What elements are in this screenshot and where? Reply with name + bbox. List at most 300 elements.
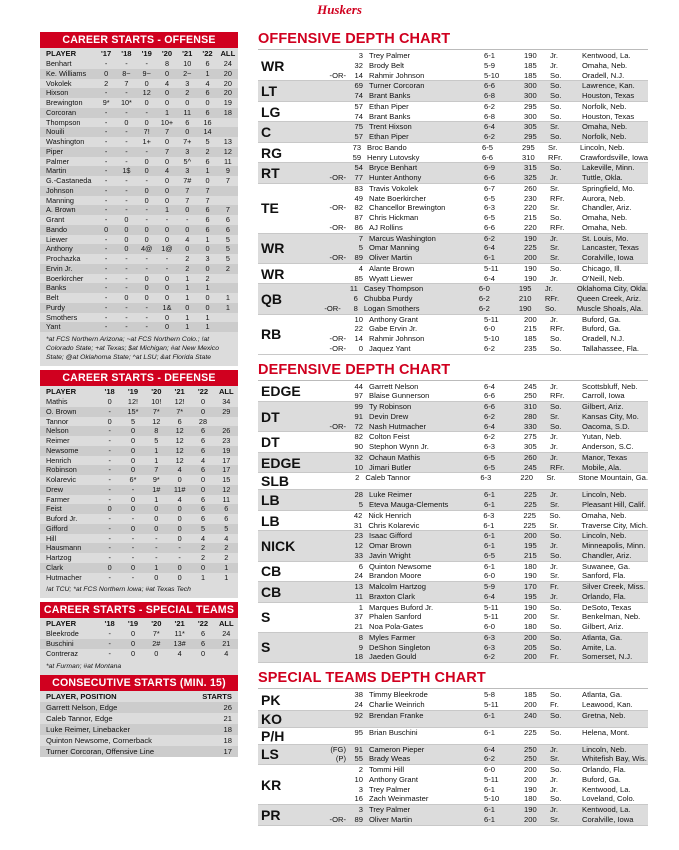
jersey-number: 2 — [355, 473, 360, 483]
player-name: Phalen Sanford — [369, 612, 422, 622]
special-depth-chart — [258, 690, 648, 826]
or-tag — [320, 382, 349, 392]
starts-cell: 7 — [218, 205, 238, 215]
player-name: Johnson — [40, 186, 96, 196]
depth-row — [320, 541, 648, 551]
player-name: Martin — [40, 166, 96, 176]
position-label: LB — [261, 512, 280, 529]
class-year: So. — [550, 550, 562, 560]
jersey-number: 57 — [354, 132, 363, 141]
or-tag — [320, 442, 349, 452]
weight: 235 — [524, 343, 537, 353]
starts-cell: 3 — [185, 78, 190, 88]
starts-cell: - — [96, 88, 116, 98]
starts-cell: 7 — [185, 195, 190, 205]
or-tag — [320, 315, 349, 325]
player-name: Buford Jr. — [46, 514, 78, 523]
starts-cell: 0 — [96, 225, 116, 235]
table-row — [40, 244, 238, 254]
table-row — [40, 436, 238, 446]
jersey-number: 3 — [358, 805, 363, 814]
depth-row — [319, 511, 648, 521]
jersey-number: 14 — [354, 334, 363, 343]
starts-cell: 0 — [177, 533, 182, 543]
hometown: Oklahoma City, Okla. — [576, 284, 648, 294]
weight: 185 — [524, 70, 537, 80]
weight: 200 — [524, 612, 537, 622]
depth-row — [320, 122, 648, 132]
starts-cell — [218, 283, 238, 293]
starts-cell: 11# — [168, 485, 191, 495]
depth-row — [320, 765, 648, 775]
position-group — [258, 603, 648, 633]
jersey-number: 32 — [354, 60, 363, 70]
player-name: Drew — [40, 485, 98, 495]
position-group — [258, 805, 648, 826]
position-label: RB — [261, 326, 282, 342]
starts-cell: 0 — [157, 322, 177, 332]
height: 6-5 — [484, 550, 495, 560]
player-name: Hixson — [40, 88, 96, 98]
class-year: Jr. — [550, 805, 559, 814]
height: 6-1 — [484, 805, 495, 814]
player-name: Logan Smothers — [363, 303, 420, 313]
starts-cell: 0 — [164, 137, 170, 146]
depth-row — [320, 391, 648, 401]
starts-cell: 3 — [177, 147, 197, 157]
weight: 195 — [524, 541, 537, 550]
player-name: Oliver Martin — [369, 253, 413, 262]
starts-cell: 1 — [197, 166, 217, 176]
position-group — [258, 51, 648, 81]
starts-cell: - — [137, 264, 157, 274]
player-name: Washington — [46, 137, 85, 146]
starts-cell: 1 — [157, 108, 177, 118]
starts-cell: 0 — [164, 293, 170, 302]
class-year: RFr. — [544, 294, 560, 303]
table-row — [40, 702, 238, 713]
column-header: PLAYER, POSITION — [46, 691, 117, 701]
jersey-number: 37 — [354, 612, 363, 622]
starts-cell: 6 — [200, 514, 205, 523]
table-row — [40, 475, 238, 485]
height: 6-2 — [478, 294, 490, 303]
position-label: C — [261, 124, 272, 140]
hometown: Atlanta, Ga. — [582, 632, 623, 642]
starts-cell: 0 — [130, 455, 136, 465]
weight: 190 — [524, 273, 537, 283]
player-name: Luke Reimer — [369, 490, 413, 500]
starts-cell: 7 — [157, 127, 177, 137]
player-name: Nouili — [40, 127, 96, 137]
starts-cell — [215, 417, 238, 427]
starts-cell: 10* — [120, 98, 132, 107]
hometown: Gretna, Neb. — [582, 710, 626, 720]
weight: 200 — [524, 774, 537, 784]
weight: 220 — [524, 222, 537, 232]
starts-cell: 1 — [185, 273, 190, 283]
player-name: Ethan Piper — [369, 132, 409, 141]
starts-cell: 7# — [183, 176, 192, 185]
jersey-number: 28 — [354, 490, 363, 500]
player-name: Henry Lutovsky — [367, 152, 420, 162]
starts-cell: 0 — [164, 312, 170, 322]
height: 6-0 — [484, 622, 495, 631]
starts-cell: - — [121, 543, 144, 553]
starts-cell: 5 — [215, 524, 238, 534]
starts-cell: 1 — [157, 205, 177, 215]
position-label: LG — [261, 103, 281, 120]
player-name: Casey Thompson — [363, 284, 424, 294]
jersey-number: 90 — [354, 442, 363, 451]
starts-cell: - — [104, 195, 108, 205]
weight: 225 — [524, 490, 537, 500]
starts-cell: - — [108, 514, 111, 523]
player-name: Jaquez Yant — [369, 343, 411, 353]
starts-cell: 0 — [144, 78, 149, 88]
hometown: Tallahassee, Fla. — [582, 343, 639, 353]
class-year: Sr. — [550, 814, 560, 824]
weight: 195 — [524, 591, 537, 601]
consecutive-starts-panel — [40, 675, 238, 757]
starts-cell: 1 — [224, 572, 229, 582]
weight: 310 — [524, 402, 537, 411]
starts-cell: - — [96, 108, 116, 118]
height: 6-7 — [484, 183, 495, 193]
player-name: Wyatt Liewer — [369, 273, 413, 283]
starts-cell: - — [131, 553, 135, 562]
column-header: '20 — [151, 387, 162, 396]
player-name: Garrett Nelson, Edge — [40, 702, 187, 713]
table-header — [40, 618, 238, 629]
starts-cell: 0 — [107, 397, 112, 406]
player-name: Turner Corcoran — [369, 81, 425, 91]
player-name: Braxton Clark — [369, 591, 416, 601]
starts-cell: - — [98, 485, 121, 495]
table-row — [40, 724, 238, 735]
starts-cell: - — [98, 407, 121, 417]
hometown: Chandler, Ariz. — [582, 203, 632, 213]
hometown: Houston, Texas — [582, 111, 635, 121]
height: 5-11 — [484, 612, 499, 622]
depth-row — [320, 562, 648, 572]
or-tag — [320, 122, 349, 132]
height: 5-9 — [484, 582, 495, 591]
starts-cell: 0 — [185, 98, 190, 107]
column-header: '18 — [104, 619, 115, 629]
depth-row — [320, 173, 648, 183]
jersey-number: 99 — [354, 402, 363, 411]
height: 6-2 — [484, 754, 495, 764]
weight: 225 — [523, 510, 536, 520]
starts-cell: 17 — [222, 455, 231, 465]
starts-cell: 4 — [177, 648, 182, 658]
jersey-number: 32 — [354, 452, 363, 462]
class-year: So. — [550, 727, 562, 737]
depth-row — [320, 453, 648, 463]
starts-cell: - — [104, 254, 108, 263]
jersey-number: 11 — [349, 284, 358, 294]
starts-cell: - — [145, 176, 148, 185]
starts-cell: - — [98, 524, 121, 534]
or-tag — [320, 132, 349, 142]
weight: 250 — [524, 744, 537, 754]
starts-cell: 0 — [164, 195, 170, 205]
weight: 250 — [524, 754, 537, 764]
table-row — [40, 495, 238, 505]
or-tag — [320, 711, 349, 721]
defense-depth-chart — [258, 382, 648, 664]
player-name: Quinton Newsome — [369, 561, 432, 571]
class-year: Jr. — [550, 432, 559, 442]
hometown: Chicago, Ill. — [582, 263, 622, 273]
starts-cell: 6 — [191, 446, 214, 456]
depth-row — [315, 304, 648, 314]
player-name: Anthony Grant — [369, 774, 418, 784]
starts-cell: 1 — [154, 455, 159, 465]
starts-cell: 1 — [145, 446, 168, 456]
or-tag: -OR- — [329, 173, 346, 182]
hometown: Buford, Ga. — [582, 314, 621, 324]
player-name: Marcus Washington — [369, 233, 436, 243]
hometown: Omaha, Neb. — [582, 122, 628, 132]
starts-cell: 2 — [191, 543, 214, 553]
column-header: '18 — [104, 387, 115, 396]
table-row — [40, 118, 238, 128]
starts-cell: - — [108, 572, 111, 582]
starts-cell: 18 — [218, 108, 238, 118]
height: 6-1 — [484, 500, 495, 509]
hometown: Lincoln, Neb. — [582, 490, 627, 500]
starts-cell: 0 — [124, 234, 129, 244]
starts-cell: 7 — [225, 176, 230, 185]
class-year: So. — [550, 111, 562, 121]
depth-row — [320, 274, 648, 284]
jersey-number: 12 — [354, 541, 363, 550]
starts-cell: 5 — [154, 436, 159, 445]
starts-cell: 0 — [154, 514, 159, 523]
starts-cell: 7* — [168, 407, 191, 417]
starts-cell: 7 — [177, 186, 197, 196]
weight: 190 — [524, 602, 537, 612]
position-label: LT — [261, 83, 278, 99]
player-name: Liewer — [46, 234, 68, 244]
position-group — [258, 184, 648, 234]
class-year: Sr. — [549, 520, 559, 530]
starts-cell: 4 — [177, 494, 182, 504]
position-label: QB — [261, 290, 282, 307]
depth-row — [320, 442, 648, 452]
player-name: Caleb Tannor, Edge — [46, 713, 113, 723]
position-group — [258, 143, 648, 164]
column-header: PLAYER — [46, 387, 77, 396]
table-row — [40, 426, 238, 436]
player-name: Isaac Gifford — [369, 531, 412, 541]
starts-cell: - — [96, 322, 116, 332]
hometown: Carroll, Iowa — [582, 391, 625, 401]
starts-cell: 9* — [102, 98, 110, 107]
starts-cell: - — [116, 303, 136, 313]
weight: 295 — [522, 142, 535, 152]
offense-starts-panel — [40, 32, 238, 366]
jersey-number: 6 — [353, 294, 358, 303]
player-name: Ervin Jr. — [40, 264, 96, 274]
starts-cell: - — [104, 234, 108, 244]
depth-row — [320, 531, 648, 541]
starts-cell: 0 — [124, 117, 129, 127]
starts-cell: - — [104, 273, 108, 283]
depth-row — [320, 253, 648, 263]
hometown: Kentwood, La. — [582, 51, 631, 60]
starts-cell: 17 — [187, 746, 238, 757]
class-year: So. — [550, 81, 562, 91]
starts-cell: 1 — [205, 234, 210, 244]
starts-cell: 1 — [197, 322, 217, 332]
player-name: Nick Henrich — [368, 510, 412, 520]
depth-row — [315, 284, 648, 294]
jersey-number: 69 — [354, 81, 363, 91]
starts-cell: 0 — [168, 563, 191, 573]
player-name: Smothers — [46, 312, 78, 322]
starts-cell — [218, 186, 238, 196]
jersey-number: 89 — [354, 814, 363, 824]
player-name: Brant Banks — [369, 111, 411, 121]
height: 6-3 — [483, 510, 495, 520]
jersey-number: 0 — [358, 343, 363, 353]
player-name: Reimer — [46, 436, 70, 445]
player-name: Anthony Grant — [369, 314, 418, 324]
player-name: Charlie Weinrich — [369, 699, 425, 709]
hometown: Anderson, S.C. — [582, 442, 634, 451]
starts-cell: - — [104, 293, 108, 302]
hometown: Norfolk, Neb. — [582, 101, 627, 111]
weight: 190 — [524, 263, 537, 273]
player-name: Grant — [46, 215, 65, 224]
weight: 215 — [524, 324, 537, 334]
starts-cell: 19 — [223, 98, 232, 107]
starts-cell: 12! — [127, 397, 139, 406]
player-name: Ke. Williams — [40, 69, 96, 79]
hometown: Mobile, Ala. — [582, 462, 622, 472]
height: 5-10 — [484, 70, 500, 80]
column-header: '20 — [151, 619, 162, 629]
depth-row — [320, 51, 648, 61]
starts-cell: 0 — [145, 524, 168, 534]
player-name: Robinson — [40, 465, 98, 475]
starts-cell: 0 — [197, 303, 217, 313]
starts-cell: 0 — [144, 117, 149, 127]
hometown: Yutan, Neb. — [582, 432, 622, 442]
or-tag — [320, 432, 349, 442]
starts-cell: 0 — [200, 475, 205, 484]
starts-cell: - — [96, 303, 116, 313]
starts-cell: - — [96, 205, 116, 215]
depth-row — [320, 402, 648, 412]
weight: 220 — [520, 473, 534, 483]
or-tag — [320, 582, 349, 592]
starts-cell: 1 — [154, 494, 159, 504]
depth-row — [320, 700, 648, 710]
jersey-number: 73 — [352, 142, 362, 152]
starts-cell: 7 — [145, 465, 168, 475]
player-name: Manning — [46, 195, 74, 205]
position-label: TE — [261, 200, 279, 217]
hometown: Queen Creek, Ariz. — [576, 294, 641, 303]
starts-cell: - — [125, 59, 128, 68]
starts-cell: 6 — [205, 59, 210, 68]
player-name: Nash Hutmacher — [369, 421, 426, 431]
position-label: KO — [261, 710, 282, 727]
starts-cell: 23 — [222, 436, 231, 445]
player-name: A. Brown — [40, 205, 96, 215]
weight: 295 — [524, 132, 537, 141]
jersey-number: 59 — [352, 152, 362, 162]
height: 6-5 — [484, 193, 495, 203]
weight: 200 — [524, 531, 537, 541]
depth-row — [320, 315, 648, 325]
starts-cell: 5 — [191, 524, 214, 534]
starts-cell: 0 — [177, 225, 197, 235]
starts-cell: 0 — [177, 205, 197, 215]
table-row — [40, 293, 238, 303]
starts-cell: 0 — [168, 524, 191, 534]
starts-cell: - — [104, 59, 108, 68]
starts-cell: 1# — [145, 485, 168, 495]
starts-cell: 0 — [177, 303, 197, 313]
special-starts-table — [40, 618, 238, 658]
class-year: Sr. — [550, 253, 560, 262]
starts-cell: 1 — [177, 322, 197, 332]
class-year: So. — [550, 70, 562, 80]
depth-row — [320, 728, 648, 738]
starts-cell: 12 — [215, 485, 238, 495]
starts-cell: - — [108, 494, 111, 504]
position-label: CB — [261, 583, 282, 600]
player-name: Corcoran — [40, 108, 96, 118]
player-name: Colton Feist — [369, 432, 410, 442]
class-year: Jr. — [550, 541, 559, 550]
starts-cell: - — [98, 446, 121, 456]
class-year: RFr. — [550, 222, 565, 232]
class-year: Sr. — [550, 754, 560, 764]
starts-cell: 0 — [124, 293, 129, 302]
player-name: Brandon Moore — [369, 571, 422, 581]
depth-row — [320, 71, 648, 81]
starts-cell: - — [121, 485, 144, 495]
position-group — [258, 633, 648, 663]
player-name: Hutmacher — [46, 572, 82, 582]
height: 6-3 — [484, 632, 495, 642]
jersey-number: 9 — [358, 642, 363, 652]
or-tag — [320, 765, 349, 775]
height: 6-3 — [484, 442, 495, 451]
starts-cell — [218, 313, 238, 323]
weight: 275 — [524, 432, 537, 442]
weight: 260 — [524, 452, 537, 462]
hometown: Orlando, Fla. — [582, 765, 626, 774]
position-label: WR — [261, 240, 285, 257]
player-name: Timmy Bleekrode — [369, 690, 428, 699]
jersey-number: 83 — [354, 183, 363, 193]
or-tag — [320, 463, 349, 473]
player-name: Trey Palmer — [369, 805, 411, 814]
starts-cell: - — [96, 147, 116, 157]
jersey-number: 57 — [354, 101, 363, 111]
consecutive-starts-title: CONSECUTIVE STARTS (MIN. 15) — [40, 675, 238, 691]
starts-cell: 6* — [129, 475, 137, 484]
weight: 200 — [524, 652, 537, 662]
or-tag — [320, 453, 349, 463]
